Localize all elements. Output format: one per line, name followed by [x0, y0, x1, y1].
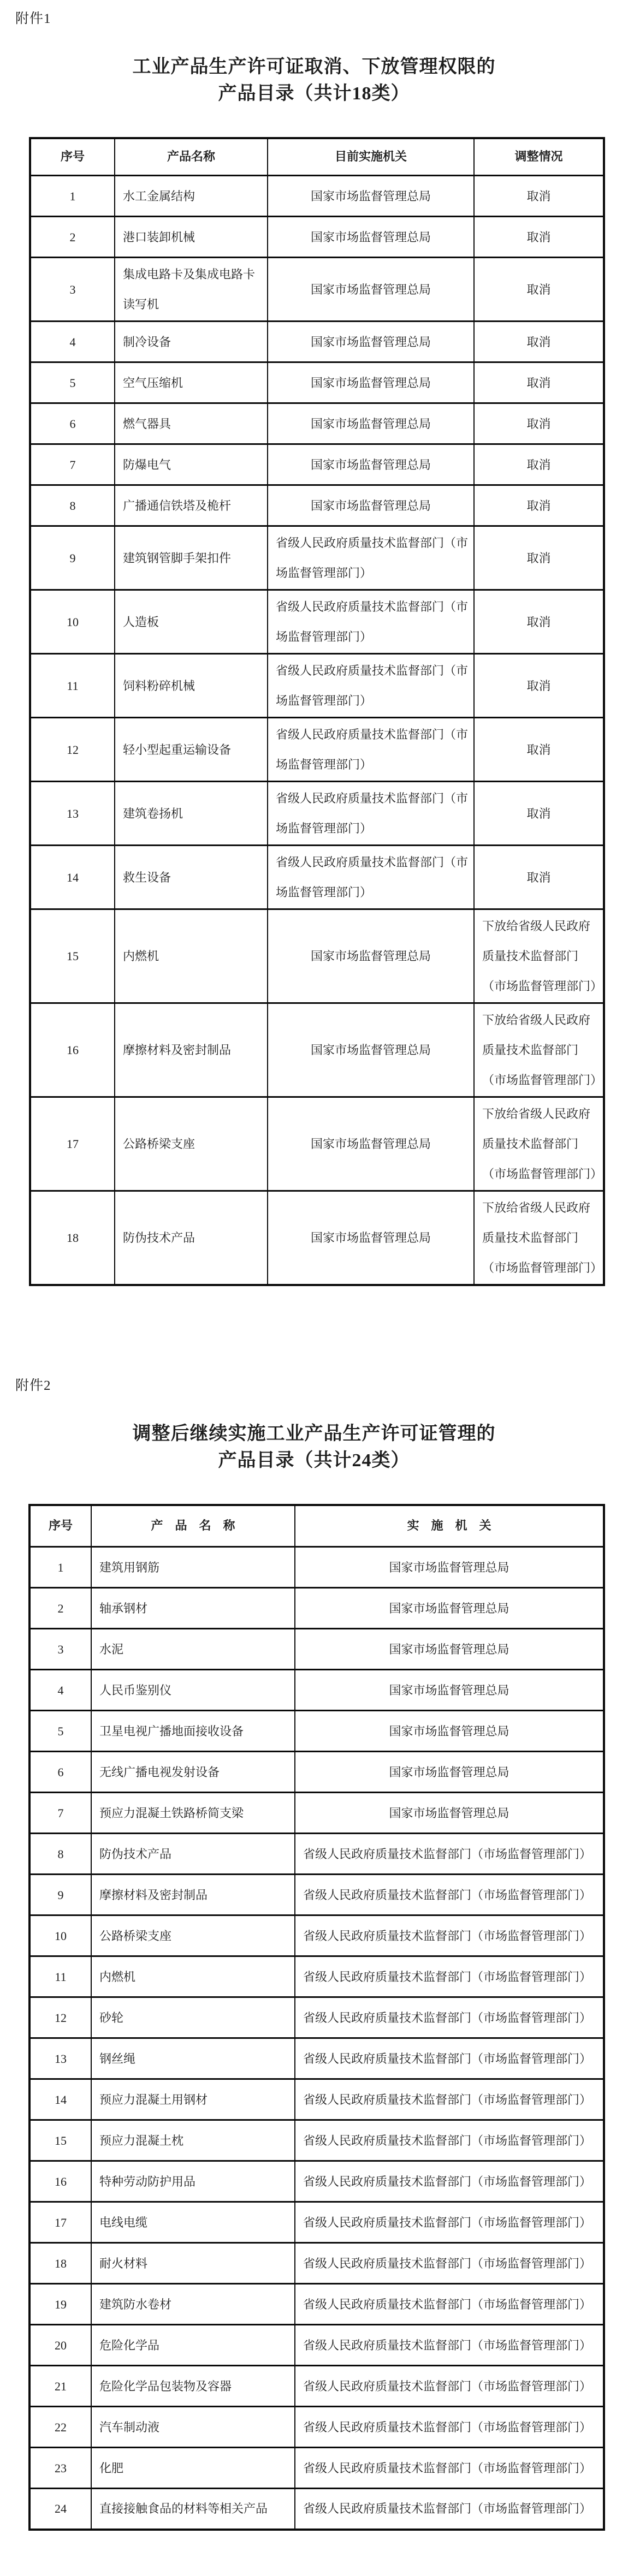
attachment2-title-line1: 调整后继续实施工业产品生产许可证管理的 — [132, 1424, 496, 1444]
cell-no: 8 — [29, 1834, 91, 1875]
table-row — [29, 2366, 604, 2407]
cell-no: 18 — [30, 1191, 115, 1286]
cell-adjustment: 下放给省级人民政府质量技术监督部门（市场监督管理部门） — [474, 1191, 604, 1286]
header-current-agency: 目前实施机关 — [268, 138, 474, 176]
cell-agency: 省级人民政府质量技术监督部门（市场监督管理部门） — [295, 2448, 604, 2489]
cell-no: 13 — [30, 782, 115, 846]
table-row — [29, 2120, 604, 2161]
cell-adjustment: 下放给省级人民政府质量技术监督部门（市场监督管理部门） — [474, 1003, 604, 1097]
cell-agency: 国家市场监督管理总局 — [295, 1588, 604, 1629]
cell-no: 3 — [29, 1629, 91, 1670]
table-row — [29, 2489, 604, 2530]
cell-product-name: 防伪技术产品 — [115, 1191, 268, 1286]
cell-adjustment: 取消 — [474, 362, 604, 403]
attachment1-title-line1: 工业产品生产许可证取消、下放管理权限的 — [132, 57, 496, 77]
table-row — [30, 322, 604, 362]
table-row — [29, 2325, 604, 2366]
cell-no: 16 — [30, 1003, 115, 1097]
attachment1-title-line2: 产品目录（共计18类） — [218, 84, 410, 104]
cell-agency: 省级人民政府质量技术监督部门（市场监督管理部门） — [295, 2366, 604, 2407]
cell-product-name: 公路桥梁支座 — [115, 1097, 268, 1191]
header-no: 序号 — [30, 138, 115, 176]
cell-no: 19 — [29, 2284, 91, 2325]
cell-product-name: 内燃机 — [91, 1956, 295, 1997]
cell-no: 14 — [30, 846, 115, 909]
table-row — [29, 2243, 604, 2284]
cell-product-name: 水工金属结构 — [115, 176, 268, 217]
cell-product-name: 轴承钢材 — [91, 1588, 295, 1629]
cell-product-name: 建筑钢管脚手架扣件 — [115, 526, 268, 590]
table-row — [30, 909, 604, 1003]
cell-current-agency: 国家市场监督管理总局 — [268, 403, 474, 444]
cell-agency: 省级人民政府质量技术监督部门（市场监督管理部门） — [295, 2202, 604, 2243]
cell-product-name: 制冷设备 — [115, 322, 268, 362]
cell-no: 18 — [29, 2243, 91, 2284]
cell-product-name: 预应力混凝土铁路桥简支梁 — [91, 1793, 295, 1834]
cell-no: 15 — [29, 2120, 91, 2161]
table-row — [30, 485, 604, 526]
cell-adjustment: 取消 — [474, 217, 604, 258]
cell-product-name: 救生设备 — [115, 846, 268, 909]
table-row — [30, 718, 604, 782]
attachment1-label: 附件1 — [15, 11, 51, 26]
cell-product-name: 内燃机 — [115, 909, 268, 1003]
header-agency: 实 施 机 关 — [295, 1505, 604, 1547]
cell-product-name: 危险化学品 — [91, 2325, 295, 2366]
cell-agency: 国家市场监督管理总局 — [295, 1670, 604, 1711]
header-adjustment: 调整情况 — [474, 138, 604, 176]
cell-adjustment: 取消 — [474, 654, 604, 718]
cell-no: 7 — [29, 1793, 91, 1834]
cell-adjustment: 取消 — [474, 718, 604, 782]
header-no: 序号 — [29, 1505, 91, 1547]
cell-no: 13 — [29, 2038, 91, 2079]
cell-product-name: 摩擦材料及密封制品 — [115, 1003, 268, 1097]
table-row — [30, 258, 604, 322]
cell-product-name: 人造板 — [115, 590, 268, 654]
cell-product-name: 危险化学品包装物及容器 — [91, 2366, 295, 2407]
cell-adjustment: 取消 — [474, 444, 604, 485]
cell-current-agency: 国家市场监督管理总局 — [268, 1003, 474, 1097]
cell-product-name: 广播通信铁塔及桅杆 — [115, 485, 268, 526]
cell-no: 2 — [29, 1588, 91, 1629]
cell-agency: 国家市场监督管理总局 — [295, 1629, 604, 1670]
cell-no: 11 — [29, 1956, 91, 1997]
cell-no: 8 — [30, 485, 115, 526]
table-row — [30, 217, 604, 258]
cell-agency: 省级人民政府质量技术监督部门（市场监督管理部门） — [295, 1875, 604, 1915]
table-row — [30, 526, 604, 590]
table-header-row — [30, 138, 604, 176]
cell-adjustment: 取消 — [474, 590, 604, 654]
cell-current-agency: 省级人民政府质量技术监督部门（市场监督管理部门） — [268, 846, 474, 909]
cell-product-name: 砂轮 — [91, 1997, 295, 2038]
table-header-row — [29, 1505, 604, 1547]
cell-current-agency: 国家市场监督管理总局 — [268, 909, 474, 1003]
cell-agency: 国家市场监督管理总局 — [295, 1752, 604, 1793]
cell-no: 17 — [29, 2202, 91, 2243]
cell-no: 2 — [30, 217, 115, 258]
cell-no: 4 — [30, 322, 115, 362]
table-row — [29, 1997, 604, 2038]
table-row — [29, 2407, 604, 2448]
cell-current-agency: 省级人民政府质量技术监督部门（市场监督管理部门） — [268, 718, 474, 782]
cell-product-name: 钢丝绳 — [91, 2038, 295, 2079]
cell-product-name: 建筑卷扬机 — [115, 782, 268, 846]
table-row — [29, 2284, 604, 2325]
cell-no: 22 — [29, 2407, 91, 2448]
cell-no: 1 — [30, 176, 115, 217]
cell-no: 17 — [30, 1097, 115, 1191]
cell-no: 16 — [29, 2161, 91, 2202]
table-row — [29, 1547, 604, 1588]
cell-agency: 省级人民政府质量技术监督部门（市场监督管理部门） — [295, 1956, 604, 1997]
cell-product-name: 建筑防水卷材 — [91, 2284, 295, 2325]
cell-current-agency: 国家市场监督管理总局 — [268, 362, 474, 403]
cell-no: 15 — [30, 909, 115, 1003]
cell-adjustment: 取消 — [474, 846, 604, 909]
attachment2-title — [0, 1420, 628, 1474]
cell-agency: 国家市场监督管理总局 — [295, 1547, 604, 1588]
table-row — [29, 2202, 604, 2243]
cell-adjustment: 取消 — [474, 322, 604, 362]
cell-no: 1 — [29, 1547, 91, 1588]
table-row — [29, 2448, 604, 2489]
continued-licensed-products-table — [28, 1504, 605, 2531]
section-gap — [0, 1286, 628, 1367]
cell-no: 9 — [29, 1875, 91, 1915]
table-row — [30, 362, 604, 403]
attachment2-label: 附件2 — [15, 1378, 51, 1394]
cell-current-agency: 国家市场监督管理总局 — [268, 1097, 474, 1191]
cell-current-agency: 省级人民政府质量技术监督部门（市场监督管理部门） — [268, 654, 474, 718]
table-row — [29, 2161, 604, 2202]
cell-agency: 省级人民政府质量技术监督部门（市场监督管理部门） — [295, 1997, 604, 2038]
cell-product-name: 轻小型起重运输设备 — [115, 718, 268, 782]
cell-no: 12 — [30, 718, 115, 782]
cell-no: 12 — [29, 1997, 91, 2038]
table-row — [29, 1834, 604, 1875]
cell-agency: 国家市场监督管理总局 — [295, 1711, 604, 1752]
cell-no: 21 — [29, 2366, 91, 2407]
cell-adjustment: 取消 — [474, 526, 604, 590]
cancelled-delegated-products-table — [29, 137, 605, 1287]
cell-no: 6 — [29, 1752, 91, 1793]
cell-product-name: 无线广播电视发射设备 — [91, 1752, 295, 1793]
table-row — [30, 1097, 604, 1191]
table-row — [30, 1003, 604, 1097]
cell-current-agency: 国家市场监督管理总局 — [268, 217, 474, 258]
cell-agency: 省级人民政府质量技术监督部门（市场监督管理部门） — [295, 2325, 604, 2366]
cell-no: 20 — [29, 2325, 91, 2366]
table-row — [30, 1191, 604, 1286]
table-row — [30, 654, 604, 718]
cell-product-name: 预应力混凝土用钢材 — [91, 2079, 295, 2120]
cell-adjustment: 下放给省级人民政府质量技术监督部门（市场监督管理部门） — [474, 909, 604, 1003]
attachment1-title — [0, 53, 628, 108]
cell-product-name: 化肥 — [91, 2448, 295, 2489]
table-row — [29, 1588, 604, 1629]
table-row — [29, 1670, 604, 1711]
table-row — [30, 846, 604, 909]
header-product-name: 产品名称 — [115, 138, 268, 176]
cell-no: 14 — [29, 2079, 91, 2120]
table-row — [29, 1711, 604, 1752]
cell-no: 23 — [29, 2448, 91, 2489]
cell-product-name: 集成电路卡及集成电路卡读写机 — [115, 258, 268, 322]
table-row — [29, 2038, 604, 2079]
cell-product-name: 耐火材料 — [91, 2243, 295, 2284]
cell-agency: 国家市场监督管理总局 — [295, 1793, 604, 1834]
table-row — [29, 1629, 604, 1670]
cell-agency: 省级人民政府质量技术监督部门（市场监督管理部门） — [295, 1834, 604, 1875]
cell-no: 9 — [30, 526, 115, 590]
cell-agency: 省级人民政府质量技术监督部门（市场监督管理部门） — [295, 2079, 604, 2120]
cell-product-name: 水泥 — [91, 1629, 295, 1670]
cell-product-name: 汽车制动液 — [91, 2407, 295, 2448]
cell-product-name: 建筑用钢筋 — [91, 1547, 295, 1588]
header-product-name: 产 品 名 称 — [91, 1505, 295, 1547]
table-row — [30, 590, 604, 654]
table-row — [29, 2079, 604, 2120]
cell-agency: 省级人民政府质量技术监督部门（市场监督管理部门） — [295, 2243, 604, 2284]
cell-product-name: 港口装卸机械 — [115, 217, 268, 258]
attachment2-title-line2: 产品目录（共计24类） — [218, 1450, 410, 1471]
cell-adjustment: 取消 — [474, 403, 604, 444]
cell-adjustment: 取消 — [474, 258, 604, 322]
cell-product-name: 电线电缆 — [91, 2202, 295, 2243]
cell-no: 7 — [30, 444, 115, 485]
cell-no: 10 — [30, 590, 115, 654]
cell-current-agency: 国家市场监督管理总局 — [268, 176, 474, 217]
cell-current-agency: 国家市场监督管理总局 — [268, 444, 474, 485]
cell-current-agency: 省级人民政府质量技术监督部门（市场监督管理部门） — [268, 526, 474, 590]
cell-agency: 省级人民政府质量技术监督部门（市场监督管理部门） — [295, 2284, 604, 2325]
cell-current-agency: 国家市场监督管理总局 — [268, 258, 474, 322]
cell-no: 3 — [30, 258, 115, 322]
cell-current-agency: 国家市场监督管理总局 — [268, 322, 474, 362]
table-row — [29, 1915, 604, 1956]
cell-adjustment: 取消 — [474, 782, 604, 846]
cell-product-name: 燃气器具 — [115, 403, 268, 444]
table-row — [30, 782, 604, 846]
cell-product-name: 摩擦材料及密封制品 — [91, 1875, 295, 1915]
cell-agency: 省级人民政府质量技术监督部门（市场监督管理部门） — [295, 2161, 604, 2202]
cell-product-name: 预应力混凝土枕 — [91, 2120, 295, 2161]
cell-product-name: 直接接触食品的材料等相关产品 — [91, 2489, 295, 2530]
cell-no: 5 — [30, 362, 115, 403]
cell-agency: 省级人民政府质量技术监督部门（市场监督管理部门） — [295, 2489, 604, 2530]
cell-product-name: 防伪技术产品 — [91, 1834, 295, 1875]
cell-current-agency: 省级人民政府质量技术监督部门（市场监督管理部门） — [268, 782, 474, 846]
cell-product-name: 公路桥梁支座 — [91, 1915, 295, 1956]
cell-product-name: 空气压缩机 — [115, 362, 268, 403]
cell-no: 6 — [30, 403, 115, 444]
cell-product-name: 人民币鉴别仪 — [91, 1670, 295, 1711]
table-row — [29, 1956, 604, 1997]
cell-current-agency: 国家市场监督管理总局 — [268, 485, 474, 526]
cell-adjustment: 取消 — [474, 176, 604, 217]
cell-adjustment: 下放给省级人民政府质量技术监督部门（市场监督管理部门） — [474, 1097, 604, 1191]
cell-product-name: 卫星电视广播地面接收设备 — [91, 1711, 295, 1752]
table-row — [29, 1875, 604, 1915]
cell-agency: 省级人民政府质量技术监督部门（市场监督管理部门） — [295, 2038, 604, 2079]
table-row — [30, 403, 604, 444]
cell-current-agency: 省级人民政府质量技术监督部门（市场监督管理部门） — [268, 590, 474, 654]
table-row — [30, 444, 604, 485]
table-row — [30, 176, 604, 217]
cell-current-agency: 国家市场监督管理总局 — [268, 1191, 474, 1286]
cell-no: 5 — [29, 1711, 91, 1752]
cell-no: 11 — [30, 654, 115, 718]
cell-no: 4 — [29, 1670, 91, 1711]
cell-no: 10 — [29, 1915, 91, 1956]
cell-product-name: 饲料粉碎机械 — [115, 654, 268, 718]
cell-agency: 省级人民政府质量技术监督部门（市场监督管理部门） — [295, 1915, 604, 1956]
cell-product-name: 特种劳动防护用品 — [91, 2161, 295, 2202]
table-row — [29, 1793, 604, 1834]
cell-no: 24 — [29, 2489, 91, 2530]
cell-agency: 省级人民政府质量技术监督部门（市场监督管理部门） — [295, 2407, 604, 2448]
cell-adjustment: 取消 — [474, 485, 604, 526]
table-row — [29, 1752, 604, 1793]
cell-product-name: 防爆电气 — [115, 444, 268, 485]
cell-agency: 省级人民政府质量技术监督部门（市场监督管理部门） — [295, 2120, 604, 2161]
